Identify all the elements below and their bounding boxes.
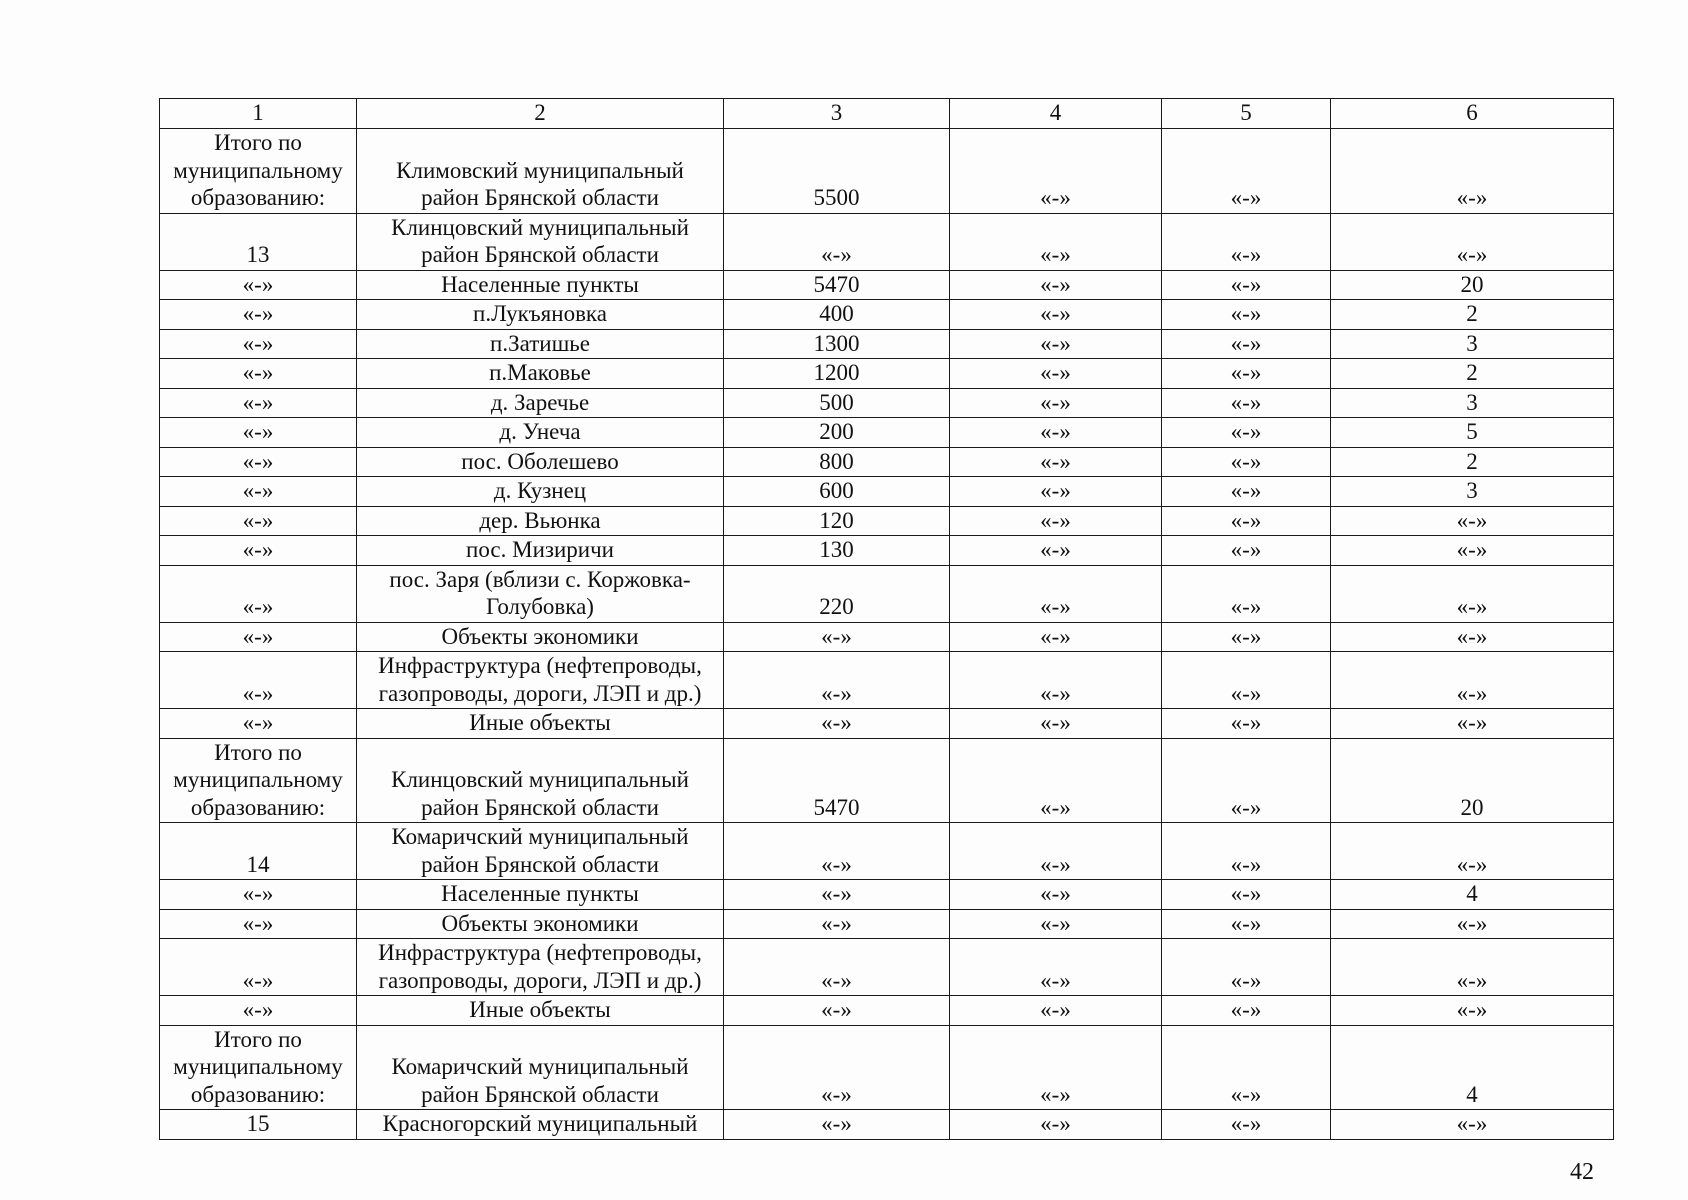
table-cell-col-1: «-» <box>160 477 357 507</box>
table-cell-col-2: д. Кузнец <box>357 477 724 507</box>
table-cell-col-2: Инфраструктура (нефтепроводы, газопроводы, дороги, ЛЭП и др.) <box>357 939 724 996</box>
table-cell-col-5: «-» <box>1162 939 1331 996</box>
table-cell-col-2: п.Затишье <box>357 329 724 359</box>
table-cell-col-4: «-» <box>950 880 1162 910</box>
page-number: 42 <box>1570 1159 1594 1185</box>
table-cell-col-3: «-» <box>724 213 950 270</box>
table-cell-col-5: «-» <box>1162 738 1331 823</box>
table-cell-col-5: «-» <box>1162 329 1331 359</box>
table-cell-col-5: «-» <box>1162 300 1331 330</box>
table-cell-col-3: 200 <box>724 418 950 448</box>
table-cell-col-6: «-» <box>1331 652 1614 709</box>
table-cell-col-5: «-» <box>1162 477 1331 507</box>
column-header-2: 2 <box>357 99 724 129</box>
table-row <box>160 1025 1614 1110</box>
table-cell-col-6: 3 <box>1331 329 1614 359</box>
table-cell-col-2: Комаричский муниципальный район Брянской области <box>357 1025 724 1110</box>
table-cell-col-6: 2 <box>1331 447 1614 477</box>
table-cell-col-6: «-» <box>1331 939 1614 996</box>
column-header-3: 3 <box>724 99 950 129</box>
table-cell-col-3: «-» <box>724 622 950 652</box>
table-row <box>160 880 1614 910</box>
table-row <box>160 909 1614 939</box>
table-row <box>160 536 1614 566</box>
table-cell-col-5: «-» <box>1162 823 1331 880</box>
table-cell-col-5: «-» <box>1162 270 1331 300</box>
table-cell-col-3: «-» <box>724 652 950 709</box>
table-cell-col-3: 400 <box>724 300 950 330</box>
table-cell-col-3: 5470 <box>724 738 950 823</box>
table-cell-col-3: «-» <box>724 1025 950 1110</box>
table-row <box>160 359 1614 389</box>
table-cell-col-2: Клинцовский муниципальный район Брянской области <box>357 213 724 270</box>
table-cell-col-3: 130 <box>724 536 950 566</box>
table-cell-col-1: Итого по муниципальному образованию: <box>160 129 357 214</box>
table-cell-col-4: «-» <box>950 477 1162 507</box>
table-cell-col-4: «-» <box>950 129 1162 214</box>
header-row <box>160 99 1614 129</box>
table-cell-col-5: «-» <box>1162 996 1331 1026</box>
table-cell-col-2: Объекты экономики <box>357 909 724 939</box>
table-row <box>160 388 1614 418</box>
table-header <box>160 99 1614 129</box>
table-cell-col-1: «-» <box>160 622 357 652</box>
table-cell-col-4: «-» <box>950 447 1162 477</box>
table-cell-col-5: «-» <box>1162 447 1331 477</box>
column-header-4: 4 <box>950 99 1162 129</box>
table-row <box>160 1110 1614 1140</box>
table-cell-col-6: «-» <box>1331 709 1614 739</box>
table-cell-col-3: 600 <box>724 477 950 507</box>
table-cell-col-4: «-» <box>950 652 1162 709</box>
table-cell-col-6: «-» <box>1331 506 1614 536</box>
table-cell-col-6: «-» <box>1331 536 1614 566</box>
table-cell-col-4: «-» <box>950 1025 1162 1110</box>
table-row <box>160 270 1614 300</box>
table-row <box>160 622 1614 652</box>
table-cell-col-1: «-» <box>160 536 357 566</box>
table-cell-col-3: 220 <box>724 565 950 622</box>
table-cell-col-6: 3 <box>1331 477 1614 507</box>
table-cell-col-2: Климовский муниципальный район Брянской области <box>357 129 724 214</box>
table-cell-col-5: «-» <box>1162 652 1331 709</box>
table-row <box>160 418 1614 448</box>
table-cell-col-6: «-» <box>1331 1110 1614 1140</box>
table-cell-col-5: «-» <box>1162 388 1331 418</box>
table-cell-col-4: «-» <box>950 709 1162 739</box>
table-row <box>160 300 1614 330</box>
table-cell-col-6: «-» <box>1331 996 1614 1026</box>
table-cell-col-3: «-» <box>724 823 950 880</box>
table-cell-col-4: «-» <box>950 565 1162 622</box>
table-body <box>160 129 1614 1140</box>
table-cell-col-3: 5500 <box>724 129 950 214</box>
table-cell-col-3: 5470 <box>724 270 950 300</box>
table-cell-col-3: «-» <box>724 709 950 739</box>
column-header-5: 5 <box>1162 99 1331 129</box>
table-cell-col-6: 20 <box>1331 270 1614 300</box>
table-cell-col-1: «-» <box>160 447 357 477</box>
table-cell-col-6: «-» <box>1331 213 1614 270</box>
table-row <box>160 709 1614 739</box>
table-cell-col-4: «-» <box>950 996 1162 1026</box>
table-cell-col-2: п.Маковье <box>357 359 724 389</box>
table-cell-col-4: «-» <box>950 738 1162 823</box>
table-cell-col-6: 5 <box>1331 418 1614 448</box>
table-row <box>160 329 1614 359</box>
table-cell-col-1: «-» <box>160 565 357 622</box>
table-cell-col-5: «-» <box>1162 506 1331 536</box>
table-cell-col-4: «-» <box>950 270 1162 300</box>
table-cell-col-3: 500 <box>724 388 950 418</box>
table-cell-col-4: «-» <box>950 1110 1162 1140</box>
table-cell-col-6: 2 <box>1331 359 1614 389</box>
table-cell-col-2: Иные объекты <box>357 709 724 739</box>
table-cell-col-4: «-» <box>950 329 1162 359</box>
table-cell-col-5: «-» <box>1162 359 1331 389</box>
table-cell-col-5: «-» <box>1162 418 1331 448</box>
table-cell-col-5: «-» <box>1162 129 1331 214</box>
table-cell-col-3: «-» <box>724 996 950 1026</box>
table-cell-col-6: «-» <box>1331 622 1614 652</box>
table-cell-col-2: Населенные пункты <box>357 880 724 910</box>
table-cell-col-5: «-» <box>1162 1110 1331 1140</box>
table-cell-col-3: 1200 <box>724 359 950 389</box>
table-cell-col-1: 13 <box>160 213 357 270</box>
table-cell-col-4: «-» <box>950 622 1162 652</box>
table-cell-col-6: 2 <box>1331 300 1614 330</box>
table-cell-col-4: «-» <box>950 536 1162 566</box>
table-cell-col-5: «-» <box>1162 909 1331 939</box>
table-row <box>160 477 1614 507</box>
table-row <box>160 565 1614 622</box>
table-cell-col-4: «-» <box>950 939 1162 996</box>
table-cell-col-3: «-» <box>724 1110 950 1140</box>
table-cell-col-2: Клинцовский муниципальный район Брянской области <box>357 738 724 823</box>
table-row <box>160 823 1614 880</box>
table-cell-col-5: «-» <box>1162 536 1331 566</box>
table-cell-col-1: 15 <box>160 1110 357 1140</box>
table-cell-col-1: «-» <box>160 418 357 448</box>
table-cell-col-1: «-» <box>160 652 357 709</box>
table-cell-col-1: «-» <box>160 388 357 418</box>
table-cell-col-5: «-» <box>1162 622 1331 652</box>
table-cell-col-5: «-» <box>1162 565 1331 622</box>
table-cell-col-4: «-» <box>950 418 1162 448</box>
table-cell-col-4: «-» <box>950 213 1162 270</box>
table-cell-col-3: 1300 <box>724 329 950 359</box>
table-cell-col-1: «-» <box>160 506 357 536</box>
table-cell-col-5: «-» <box>1162 213 1331 270</box>
table-cell-col-6: 3 <box>1331 388 1614 418</box>
table-cell-col-3: 120 <box>724 506 950 536</box>
table-cell-col-1: 14 <box>160 823 357 880</box>
table-cell-col-1: «-» <box>160 996 357 1026</box>
table-cell-col-2: Объекты экономики <box>357 622 724 652</box>
table-row <box>160 939 1614 996</box>
table-cell-col-2: д. Унеча <box>357 418 724 448</box>
table-cell-col-1: «-» <box>160 939 357 996</box>
table-row <box>160 996 1614 1026</box>
table-cell-col-6: «-» <box>1331 909 1614 939</box>
table-cell-col-3: «-» <box>724 909 950 939</box>
table-cell-col-1: «-» <box>160 329 357 359</box>
column-header-1: 1 <box>160 99 357 129</box>
table-cell-col-6: «-» <box>1331 565 1614 622</box>
table-cell-col-4: «-» <box>950 909 1162 939</box>
table-cell-col-4: «-» <box>950 823 1162 880</box>
table-cell-col-3: «-» <box>724 939 950 996</box>
table-cell-col-2: д. Заречье <box>357 388 724 418</box>
table-row <box>160 447 1614 477</box>
table-cell-col-5: «-» <box>1162 1025 1331 1110</box>
table-cell-col-4: «-» <box>950 359 1162 389</box>
table-cell-col-5: «-» <box>1162 709 1331 739</box>
table-cell-col-3: «-» <box>724 880 950 910</box>
table-cell-col-2: Комаричский муниципальный район Брянской области <box>357 823 724 880</box>
table-cell-col-1: «-» <box>160 300 357 330</box>
table-row <box>160 213 1614 270</box>
table-cell-col-4: «-» <box>950 388 1162 418</box>
data-table <box>159 98 1614 1140</box>
table-cell-col-2: Инфраструктура (нефтепроводы, газопроводы, дороги, ЛЭП и др.) <box>357 652 724 709</box>
table-cell-col-6: 20 <box>1331 738 1614 823</box>
table-cell-col-2: Населенные пункты <box>357 270 724 300</box>
table-cell-col-1: «-» <box>160 709 357 739</box>
table-cell-col-1: «-» <box>160 880 357 910</box>
table-cell-col-6: 4 <box>1331 1025 1614 1110</box>
table-cell-col-2: Красногорский муниципальный <box>357 1110 724 1140</box>
column-header-6: 6 <box>1331 99 1614 129</box>
table-cell-col-3: 800 <box>724 447 950 477</box>
table-cell-col-5: «-» <box>1162 880 1331 910</box>
table-cell-col-6: «-» <box>1331 823 1614 880</box>
table-cell-col-2: дер. Вьюнка <box>357 506 724 536</box>
table-cell-col-6: «-» <box>1331 129 1614 214</box>
table-cell-col-4: «-» <box>950 506 1162 536</box>
table-cell-col-2: п.Лукъяновка <box>357 300 724 330</box>
table-row <box>160 652 1614 709</box>
table-cell-col-1: «-» <box>160 909 357 939</box>
table-cell-col-1: «-» <box>160 270 357 300</box>
table-cell-col-2: пос. Оболешево <box>357 447 724 477</box>
table-cell-col-1: Итого по муниципальному образованию: <box>160 1025 357 1110</box>
table-cell-col-1: «-» <box>160 359 357 389</box>
table-row <box>160 506 1614 536</box>
table-row <box>160 129 1614 214</box>
table-cell-col-2: пос. Заря (вблизи с. Коржовка- Голубовка) <box>357 565 724 622</box>
table-cell-col-1: Итого по муниципальному образованию: <box>160 738 357 823</box>
table-cell-col-2: Иные объекты <box>357 996 724 1026</box>
table-row <box>160 738 1614 823</box>
table-cell-col-4: «-» <box>950 300 1162 330</box>
table-cell-col-6: 4 <box>1331 880 1614 910</box>
table-cell-col-2: пос. Мизиричи <box>357 536 724 566</box>
